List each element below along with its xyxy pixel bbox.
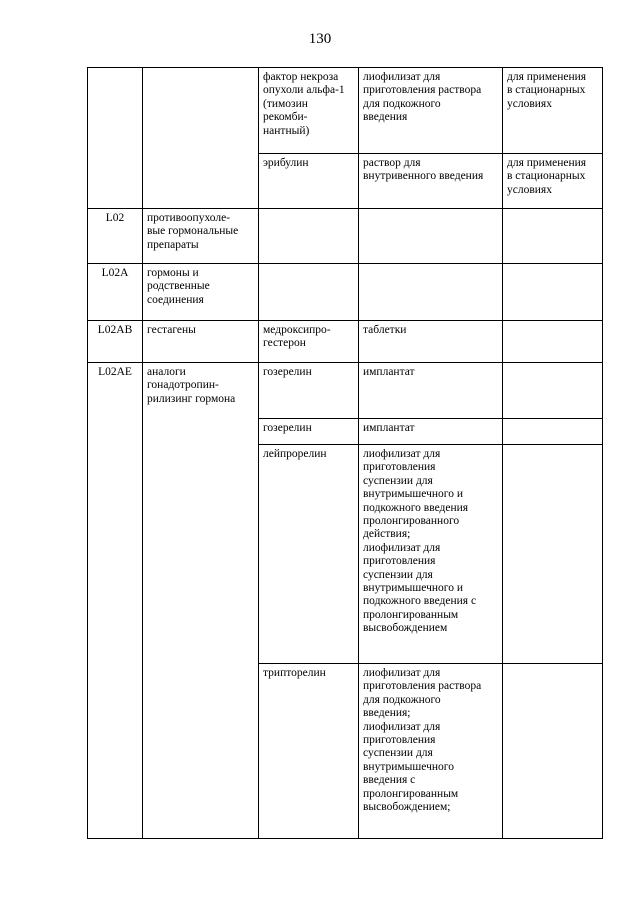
note-cell: для применения в стационарных условиях	[503, 154, 603, 209]
drug-table	[87, 67, 603, 839]
drug-cell: гозерелин	[259, 419, 359, 445]
drug-cell: медроксипро- гестерон	[259, 321, 359, 363]
atc-code-cell: L02	[88, 209, 143, 264]
form-cell: лиофилизат для приготовления раствора для подкожного введения	[359, 68, 503, 154]
drug-cell	[259, 264, 359, 321]
form-cell	[359, 264, 503, 321]
atc-code-cell: L02A	[88, 264, 143, 321]
drug-cell: фактор некроза опухоли альфа-1 (тимозин рекомби- нантный)	[259, 68, 359, 154]
form-cell	[359, 209, 503, 264]
group-cell: гормоны и родственные соединения	[143, 264, 259, 321]
table-row	[88, 68, 603, 154]
drug-cell	[259, 209, 359, 264]
drug-cell: лейпрорелин	[259, 445, 359, 664]
group-cell	[143, 68, 259, 209]
note-cell	[503, 209, 603, 264]
drug-cell: эрибулин	[259, 154, 359, 209]
atc-code-cell	[88, 68, 143, 209]
form-cell: таблетки	[359, 321, 503, 363]
group-cell: противоопухоле- вые гормональные препараты	[143, 209, 259, 264]
form-cell: имплантат	[359, 363, 503, 419]
drug-cell: гозерелин	[259, 363, 359, 419]
note-cell: для применения в стационарных условиях	[503, 68, 603, 154]
table-row	[88, 363, 603, 419]
drug-cell: трипторелин	[259, 664, 359, 839]
note-cell	[503, 664, 603, 839]
atc-code-cell: L02AB	[88, 321, 143, 363]
table-row	[88, 321, 603, 363]
group-cell: гестагены	[143, 321, 259, 363]
atc-code-cell: L02AE	[88, 363, 143, 839]
table-row	[88, 264, 603, 321]
note-cell	[503, 264, 603, 321]
table-row	[88, 209, 603, 264]
form-cell: лиофилизат для приготовления суспензии для внутримышечного и подкожного введения пролонгированного действия; лиофилизат для приготовления суспензии для внутримышечного и подкожного введения с пролонгированным высвобождением	[359, 445, 503, 664]
note-cell	[503, 419, 603, 445]
note-cell	[503, 363, 603, 419]
form-cell: раствор для внутривенного введения	[359, 154, 503, 209]
form-cell: имплантат	[359, 419, 503, 445]
form-cell: лиофилизат для приготовления раствора для подкожного введения; лиофилизат для приготовления суспензии для внутримышечного введения с пролонгированным высвобождением;	[359, 664, 503, 839]
page-number: 130	[308, 31, 332, 47]
note-cell	[503, 445, 603, 664]
note-cell	[503, 321, 603, 363]
group-cell: аналоги гонадотропин- рилизинг гормона	[143, 363, 259, 839]
